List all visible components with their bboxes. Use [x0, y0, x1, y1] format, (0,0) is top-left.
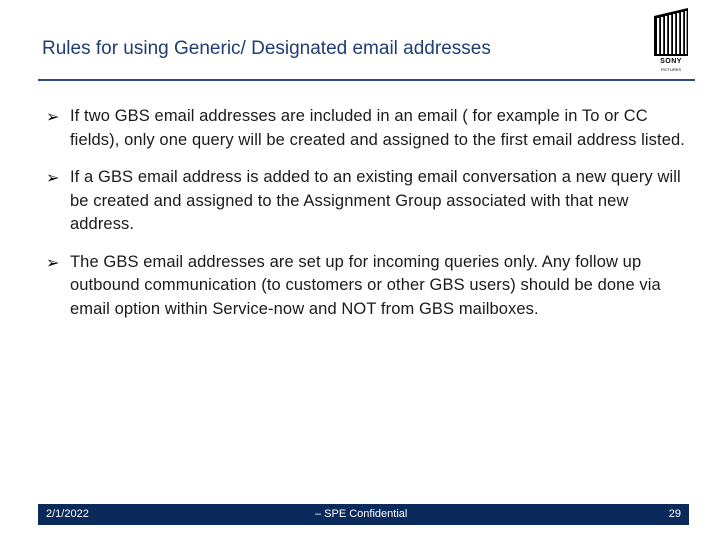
bullet-list: [46, 105, 686, 335]
arrow-bullet-icon: ➢: [46, 107, 60, 126]
pictures-columns-icon: [648, 6, 694, 58]
arrow-bullet-icon: ➢: [46, 252, 60, 272]
slide-title: Rules for using Generic/ Designated email addresses: [42, 38, 491, 59]
footer-date: 2/1/2022: [46, 508, 89, 520]
footer-confidential-label: – SPE Confidential: [315, 508, 408, 520]
list-item: [46, 166, 686, 237]
title-divider: [38, 79, 695, 81]
footer-bar: [38, 504, 689, 525]
page-number: 29: [668, 508, 681, 520]
bullet-text: If a GBS email address is added to an existing email conversation a new query will be created and assigned to the Assignment Group associated with that new address.: [70, 168, 681, 233]
sony-pictures-logo: [648, 6, 694, 74]
bullet-text: The GBS email addresses are set up for incoming queries only. Any follow up outbound communication (to customers or other GBS users) should be done via email option within Service-now and NOT from GBS mailboxes.: [70, 252, 661, 318]
list-item: [46, 105, 686, 152]
list-item: [46, 251, 686, 322]
arrow-bullet-icon: ➢: [46, 168, 60, 187]
logo-subtext: PICTURES: [660, 67, 682, 72]
bullet-text: If two GBS email addresses are included in an email ( for example in To or CC fields), only one query will be created and assigned to the first email address listed.: [70, 107, 685, 149]
logo-wordmark: SONY: [660, 58, 682, 65]
